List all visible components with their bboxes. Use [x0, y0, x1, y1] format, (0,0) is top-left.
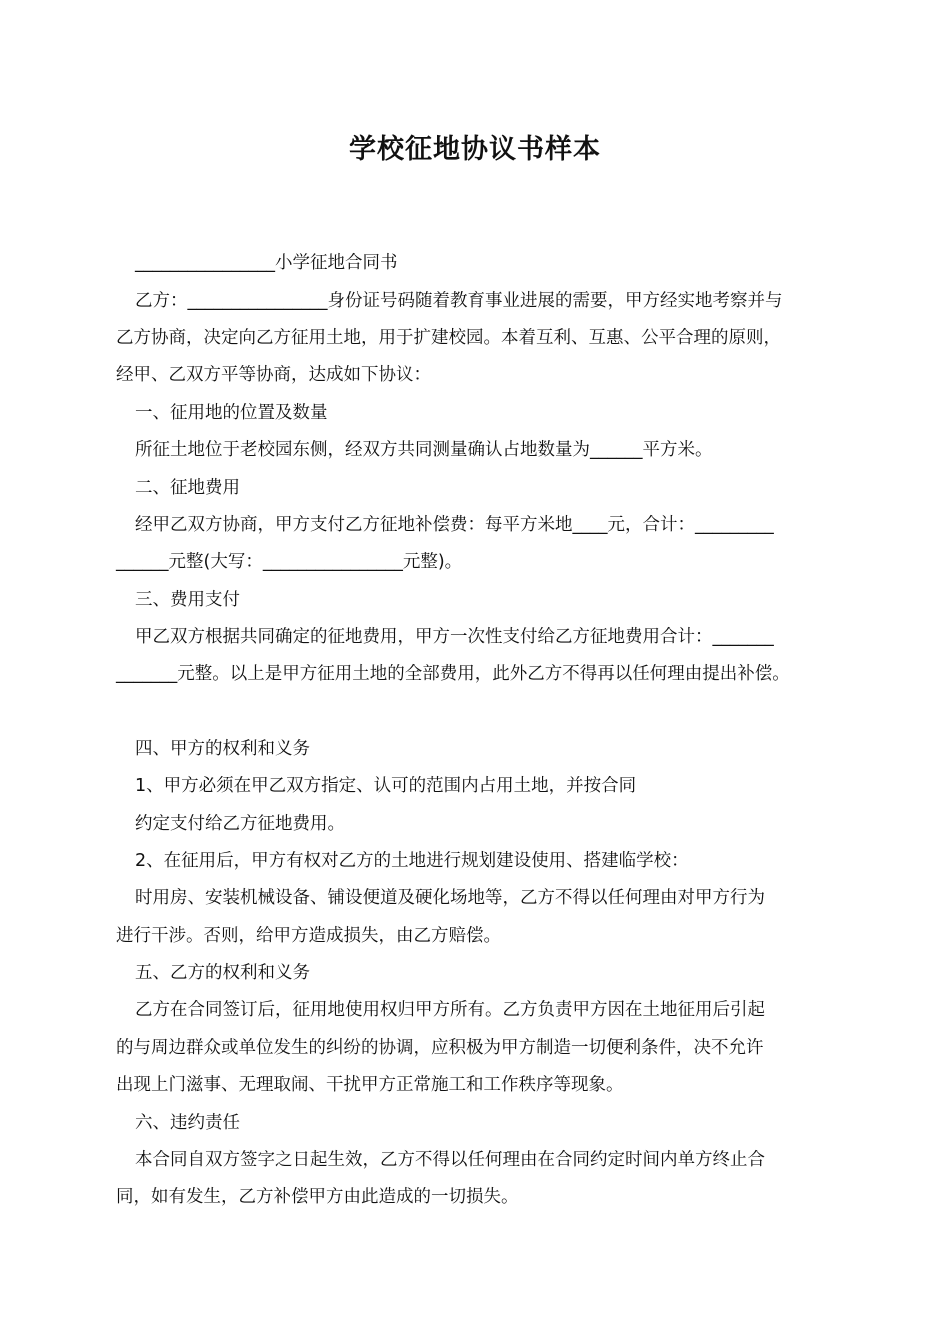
section-heading-2: 二、征地费用 — [135, 478, 240, 498]
section-heading-6: 六、违约责任 — [135, 1113, 240, 1133]
section-heading-5: 五、乙方的权利和义务 — [135, 963, 310, 983]
paragraph-line: 乙方在合同签订后，征用地使用权归甲方所有。乙方负责甲方因在土地征用后引起 — [135, 1000, 765, 1020]
paragraph-line: 经甲乙双方协商，甲方支付乙方征地补偿费：每平方米地____元，合计：_________ — [135, 515, 774, 535]
paragraph-line: 乙方：________________身份证号码随着教育事业进展的需要，甲方经实地考察并与 — [135, 291, 783, 311]
paragraph-line: 的与周边群众或单位发生的纠纷的协调，应积极为甲方制造一切便利条件，决不允许 — [116, 1038, 764, 1058]
paragraph-line: 甲乙双方根据共同确定的征地费用，甲方一次性支付给乙方征地费用合计：_______ — [135, 627, 774, 647]
paragraph-line: 乙方协商，决定向乙方征用土地，用于扩建校园。本着互利、互惠、公平合理的原则， — [116, 328, 781, 348]
contract-heading: ________________小学征地合同书 — [135, 253, 398, 273]
paragraph-line: _______元整。以上是甲方征用土地的全部费用，此外乙方不得再以任何理由提出补偿。 — [116, 664, 790, 684]
paragraph-line: 所征土地位于老校园东侧，经双方共同测量确认占地数量为______平方米。 — [135, 440, 713, 460]
paragraph-line: 出现上门滋事、无理取闹、干扰甲方正常施工和工作秩序等现象。 — [116, 1075, 624, 1095]
document-title: 学校征地协议书样本 — [349, 134, 601, 165]
paragraph-line: 时用房、安装机械设备、铺设便道及硬化场地等，乙方不得以任何理由对甲方行为 — [135, 888, 765, 908]
paragraph-line: 经甲、乙双方平等协商，达成如下协议： — [116, 365, 431, 385]
paragraph-line: 1、甲方必须在甲乙双方指定、认可的范围内占用土地，并按合同 — [135, 776, 637, 796]
section-heading-1: 一、征用地的位置及数量 — [135, 403, 328, 423]
section-heading-3: 三、费用支付 — [135, 590, 240, 610]
paragraph-line: 约定支付给乙方征地费用。 — [135, 814, 345, 834]
paragraph-line: 2、在征用后，甲方有权对乙方的土地进行规划建设使用、搭建临学校： — [135, 851, 689, 871]
section-heading-4: 四、甲方的权利和义务 — [135, 739, 310, 759]
paragraph-line: ______元整(大写：________________元整)。 — [116, 552, 463, 572]
paragraph-line: 同，如有发生，乙方补偿甲方由此造成的一切损失。 — [116, 1187, 519, 1207]
paragraph-line: 进行干涉。否则，给甲方造成损失，由乙方赔偿。 — [116, 926, 501, 946]
paragraph-line: 本合同自双方签字之日起生效，乙方不得以任何理由在合同约定时间内单方终止合 — [135, 1150, 765, 1170]
